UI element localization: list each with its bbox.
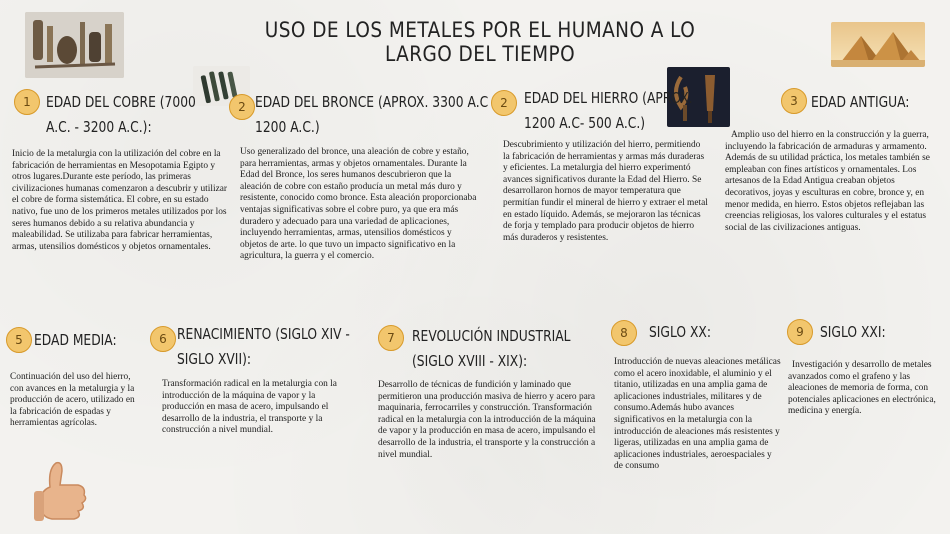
section-9-text: Investigación y desarrollo de metales avanzados como el grafeno y las aleaciones de memoria de forma, con potenciales aplicaciones en electrónica, medicina y energía. (788, 360, 936, 417)
section-1-number: 1 (14, 89, 40, 115)
section-3-heading: EDAD DEL HIERRO (APROX. 1200 A.C- 500 A.C.) (524, 89, 693, 132)
section-2-text: Uso generalizado del bronce, una aleación de cobre y estaño, para herramientas, armas y objetos ornamentales. Durante la Edad del Bronce, los seres humanos descubrieron que la aleación de cobre con estaño producía un metal más duro y resistente, conocido como bronce. Esta aleación proporcionaba ventajas significativas sobre el cobre puro, ya que era más duradero y adecuado para una variedad de aplicaciones, incluyendo herramientas, armas, utensilios domésticos y objetos de arte. lo que tuvo un impacto significativo en la agricultura, la guerra y el comercio. (240, 147, 477, 262)
copper-artifacts-image (25, 12, 124, 78)
section-3-number: 2 (491, 90, 517, 116)
section-4-number: 3 (781, 88, 807, 114)
section-5-number: 5 (6, 327, 32, 353)
section-9-number: 9 (787, 319, 813, 345)
thumbs-up-icon (30, 457, 92, 527)
section-7-number: 7 (378, 325, 404, 351)
section-1-heading: EDAD DEL COBRE (7000 A.C. - 3200 A.C.): (46, 93, 196, 136)
pyramids-image (831, 22, 925, 67)
section-6-text: Transformación radical en la metalurgia con la introducción de la máquina de vapor y la producción en masa de acero, impulsando el desarrollo de la industria, el transporte y la construcción a nivel mundial. (162, 379, 337, 436)
section-5-text: Continuación del uso del hierro, con avances en la metalurgia y la producción de acero, utilizado en la fabricación de espadas y herramientas agrícolas. (10, 372, 135, 429)
page-title: USO DE LOS METALES POR EL HUMANO A LO LARGO DEL TIEMPO (264, 18, 696, 66)
section-1-text: Inicio de la metalurgia con la utilización del cobre en la fabricación de herramientas en Mesopotamia Egipto y otros lugares.Durante este período, las primeras civilizaciones humanas comenzaron a descubrir y utilizar el cobre de forma sistemática. El cobre, en su estado nativo, fue uno de los primeros metales utilizados por los seres humanos debido a su relativa abundancia y maleabilidad. Se utilizaba para fabricar herramientas, armas, utensilios domésticos y objetos ornamentales. (12, 149, 228, 252)
section-2-heading: EDAD DEL BRONCE (APROX. 3300 A.C 1200 A.C.) (255, 93, 489, 136)
section-8-text: Introducción de nuevas aleaciones metálicas como el acero inoxidable, el aluminio y el titanio, utilizadas en una amplia gama de aplicaciones industriales, militares y de consumo.Además hubo avances significativos en la metalurgia con la introducción de aleaciones más resistentes y ligeras, utilizadas en una amplia gama de aplicaciones industriales, aeroespaciales y de consumo (614, 357, 781, 472)
section-3-text: Descubrimiento y utilización del hierro, permitiendo la fabricación de herramientas y armas más duraderas y eficientes. La metalurgia del hierro experimentó avances significativos durante la Edad del Hierro. Se desarrollaron hornos de mayor temperatura que permitían fundir el mineral de hierro y extraer el metal en estado líquido. Además, se mejoraron las técnicas de forja y templado para producir objetos de hierro más duraderos y resistentes. (503, 140, 708, 243)
section-6-number: 6 (150, 326, 176, 352)
section-7-text: Desarrollo de técnicas de fundición y laminado que permitieron una producción masiva de hierro y acero para maquinaria, ferrocarriles y construcción. Transformación radical en la metalurgia con la introducción de la máquina de vapor y la producción en masa de acero, impulsando el desarrollo de la industria, el transporte y la construcción a nivel mundial. (378, 380, 596, 460)
section-4-text: Amplio uso del hierro en la construcción y la guerra, incluyendo la fabricación de armaduras y armamento. Además de su utilidad práctica, los metales también se empleaban con fines artísticos y ornamentales. Los artesanos de la Edad Antigua creaban objetos decorativos, joyas y esculturas en cobre, bronce y, en menor medida, en hierro. Estos objetos reflejaban las creencias religiosas, los valores culturales y el estatus social de las civilizaciones antiguas. (725, 130, 930, 233)
section-6-heading: RENACIMIENTO (SIGLO XIV - SIGLO XVII): (177, 325, 350, 368)
section-8-heading: SIGLO XX: (649, 323, 711, 341)
section-7-heading: REVOLUCIÓN INDUSTRIAL (SIGLO XVIII - XIX): (412, 327, 571, 370)
section-4-heading: EDAD ANTIGUA: (811, 93, 910, 111)
section-2-number: 2 (229, 94, 255, 120)
section-9-heading: SIGLO XXI: (820, 323, 886, 341)
section-8-number: 8 (611, 320, 637, 346)
section-5-heading: EDAD MEDIA: (34, 331, 117, 349)
